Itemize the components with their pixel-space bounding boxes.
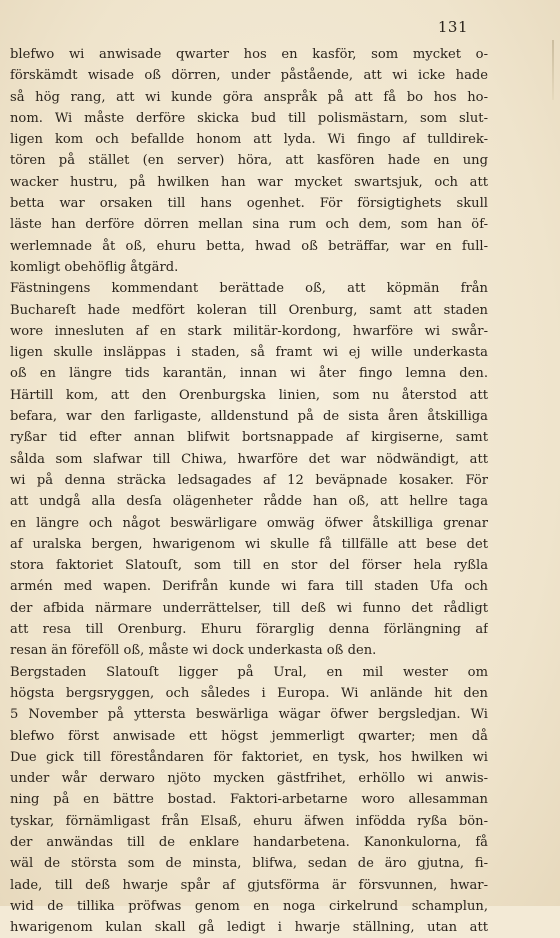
text-line: tören på stället (en server) höra, att kasfören hade en ung [10, 153, 488, 169]
text-line: wi på denna sträcka ledsagades af 12 beväpnade kosaker. För [10, 472, 488, 488]
text-line: oß en längre tids karantän, innan wi åter fingo lemna den. [10, 366, 488, 382]
text-line: 5 November på yttersta beswärliga wägar öfwer bergsledjan. Wi [10, 707, 488, 723]
text-line: Buchareſt hade medfört koleran till Orenburg, samt att staden [10, 302, 488, 318]
text-line: stora faktoriet Slatouſt, som till en stor del förser hela ryßla [10, 558, 488, 574]
text-line: tyskar, förnämligast från Elsaß, ehuru äfwen infödda ryßa bön- [10, 813, 488, 829]
text-line: af uralska bergen, hwarigenom wi skulle få tillfälle att bese det [10, 536, 488, 552]
text-line: befara, war den farligaste, alldenstund på de sista åren åtskilliga [10, 409, 488, 425]
page-edge-shadow [552, 40, 554, 100]
text-line: komligt obehöflig åtgärd. [10, 259, 179, 275]
text-line: wacker hustru, på hwilken han war mycket swartsjuk, och att [10, 174, 488, 190]
text-line: att undgå alla desſa olägenheter rådde han oß, att hellre taga [10, 494, 488, 510]
text-line: armén med wapen. Derifrån kunde wi fara till staden Ufa och [10, 579, 488, 595]
text-line: der afbida närmare underrättelser, till deß wi funno det rådligt [10, 600, 488, 616]
text-line: blefwo wi anwisade qwarter hos en kasför, som mycket o- [10, 47, 488, 62]
text-line: Fästningens kommendant berättade oß, att köpmän från [10, 281, 488, 297]
text-line: lade, till deß hwarje spår af gjutsförma är försvunnen, hwar- [10, 877, 488, 893]
text-line: en längre och något beswärligare omwäg öfwer åtskilliga grenar [10, 515, 488, 531]
text-line: betta war orsaken till hans ogenhet. För försigtighets skull [10, 196, 488, 212]
text-line: Bergstaden Slatouſt ligger på Ural, en mil wester om [10, 664, 488, 680]
text-line: nom. Wi måste derföre skicka bud till polismästarn, som slut- [10, 110, 488, 126]
text-line: under wår derwaro njöto mycken gästfrihet, erhöllo wi anwis- [10, 771, 488, 787]
text-line: förskämdt wisade oß dörren, under påståendе, att wi icke hade [10, 68, 488, 84]
page-number: 131 [437, 18, 468, 36]
text-line: så hög rang, att wi kunde göra anspråk på att få bo hos ho- [10, 89, 488, 105]
text-line: högsta bergsryggen, och således i Europa. Wi anlände hit den [10, 685, 488, 701]
text-line: ligen kom och befallde honom att lyda. Wi fingo af tulldirek- [10, 132, 488, 148]
text-line: blefwo först anwisade ett högst jemmerligt qwarter; men då [10, 728, 488, 744]
text-line: sålda som slafwar till Chiwa, hwarföre det war nödwändigt, att [10, 451, 488, 467]
text-line: att resa till Orenburg. Ehuru förarglig denna förlängning af [10, 622, 488, 638]
text-line: werlemnade åt oß, ehuru betta, hwad oß beträffar, war en full- [10, 238, 488, 254]
text-line: wäl de största som de minsta, blifwa, sedan de äro gjutna, fi- [10, 856, 488, 872]
text-line: wid de tillika pröfwas genom en noga cirkelrund schamplun, [10, 898, 488, 914]
text-line: Härtill kom, att den Orenburgska linien, som nu återstod att [10, 387, 488, 403]
text-line: ning på en bättre bostad. Faktori-arbetarne woro allesamman [10, 792, 488, 808]
text-line: ryßar tid efter annan blifwit bortsnappade af kirgiserne, samt [10, 430, 488, 446]
text-line: läste han derföre dörren mellan sina rum och dem, som han öf- [10, 217, 488, 233]
text-line: der anwändas till de enklare handarbetena. Kanonkulorna, få [10, 834, 488, 850]
text-line: wore innesluten af en stark militär-kordong, hwarföre wi swår- [10, 323, 488, 339]
text-line: Due gick till föreståndaren för faktoriet, en tysk, hos hwilken wi [10, 749, 488, 765]
text-line: resan än föreföll oß, måste wi dock underkasta oß den. [10, 643, 377, 659]
text-line: hwarigenom kulan skall gå ledigt i hwarje ställning, utan att [10, 920, 488, 936]
body-text [10, 44, 488, 938]
text-line: ligen skulle insläppas i staden, så framt wi ej wille underkasta [10, 345, 488, 361]
